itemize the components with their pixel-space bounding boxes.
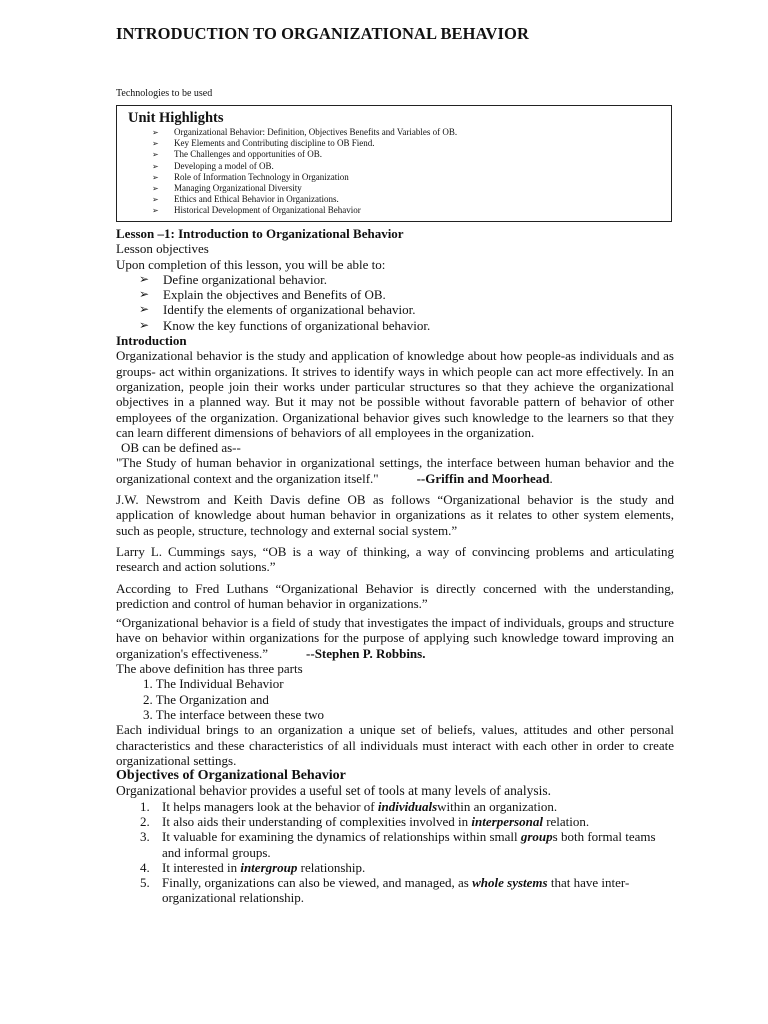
lesson-objectives-label: Lesson objectives [116, 241, 209, 257]
list-item: ➢ Key Elements and Contributing discipline to OB Fiend. [152, 138, 375, 149]
list-item: 1. It helps managers look at the behavior of individualswithin an organization. [140, 798, 558, 814]
robbins-quote: “Organizational behavior is a field of study that investigates the impact of individuals, groups and structure have on behavior within organizations for the purpose of applying such knowledge toward improving an organization's effectiveness.” [116, 615, 674, 661]
list-item: ➢ Developing a model of OB. [152, 160, 274, 171]
list-item: 5. Finally, organizations can also be viewed, and managed, as whole systems that have inter-organizational relationship. [140, 875, 630, 906]
arrow-bullet-icon: ➢ [139, 317, 150, 332]
arrow-bullet-icon: ➢ [152, 195, 159, 205]
list-item: 1. The Individual Behavior [143, 676, 284, 692]
arrow-bullet-icon: ➢ [152, 172, 159, 182]
list-item: 3. The interface between these two [143, 706, 324, 722]
list-item: ➢ Organizational Behavior: Definition, Objectives Benefits and Variables of OB. [152, 127, 458, 137]
objectives-heading: Objectives of Organizational Behavior [116, 768, 346, 784]
list-item: 3. It valuable for examining the dynamics of relationships within small groups both formal teams and informal groups. [140, 829, 656, 860]
griffin-quote-paragraph: "The Study of human behavior in organizational settings, the interface between human behavior and the organizational context and the organization itself." --Griffin and Moorhead. [116, 455, 674, 486]
unit-highlights-box [116, 105, 672, 222]
document-title: INTRODUCTION TO ORGANIZATIONAL BEHAVIOR [116, 24, 529, 43]
closing-paragraph: Each individual brings to an organization a unique set of beliefs, values, attitudes and other personal characteristics and these characteristics of all individuals must interact with each other in order to create organizational settings. [116, 722, 674, 768]
arrow-bullet-icon: ➢ [152, 161, 159, 171]
objectives-list [116, 799, 674, 906]
arrow-bullet-icon: ➢ [152, 183, 159, 193]
arrow-bullet-icon: ➢ [152, 150, 159, 160]
main-content [116, 226, 674, 906]
introduction-heading: Introduction [116, 333, 187, 349]
list-item: ➢ Role of Information Technology in Organization [152, 171, 349, 182]
objectives-intro: Organizational behavior provides a useful set of tools at many levels of analysis. [116, 783, 552, 799]
luthans-paragraph: According to Fred Luthans “Organizational Behavior is directly concerned with the understanding, prediction and control of human behavior in organizations.” [116, 580, 674, 611]
list-item: ➢ Know the key functions of organizational behavior. [139, 317, 431, 333]
robbins-attribution: --Stephen P. Robbins. [306, 645, 426, 661]
arrow-bullet-icon: ➢ [152, 128, 159, 137]
introduction-paragraph: Organizational behavior is the study and application of knowledge about how people-as individuals and as groups- act within organizations. It strives to identify ways in which people can act more effectively. In an organization, people join their works under particular structures so that they achieve the organizational objectives in a planned way. But it may not be possible without favorable pattern of behavior of other employees of the organization. Organizational behavior gives such knowledge to the learners so that they can learn different dimensions of behaviors of all employees in the organization. [116, 348, 674, 440]
lesson-completion-text: Upon completion of this lesson, you will be able to: [116, 256, 386, 272]
list-item: ➢ Historical Development of Organizational Behavior [152, 205, 361, 216]
three-parts-list [116, 676, 674, 722]
lesson-objectives-list [116, 272, 674, 333]
arrow-bullet-icon: ➢ [139, 302, 150, 317]
lesson-heading: Lesson –1: Introduction to Organizational Behavior [116, 226, 404, 241]
list-item: 4. It interested in intergroup relationship. [140, 859, 366, 875]
list-item: ➢ Ethics and Ethical Behavior in Organizations. [152, 194, 339, 205]
list-item: ➢ Identify the elements of organizational behavior. [139, 302, 416, 318]
three-parts-intro: The above definition has three parts [116, 661, 303, 677]
list-item: ➢ Explain the objectives and Benefits of OB. [139, 287, 386, 303]
griffin-quote: "The Study of human behavior in organizational settings, the interface between human behavior and the organizational context and the organization itself." [116, 455, 674, 486]
list-item: ➢ Managing Organizational Diversity [152, 182, 302, 193]
list-item: 2. The Organization and [143, 691, 269, 707]
technologies-note: Technologies to be used [116, 88, 213, 99]
list-item: ➢ The Challenges and opportunities of OB. [152, 149, 322, 160]
list-item: ➢ Define organizational behavior. [139, 271, 328, 287]
arrow-bullet-icon: ➢ [139, 271, 150, 286]
griffin-attribution: --Griffin and Moorhead [416, 470, 550, 486]
unit-highlights-heading: Unit Highlights [128, 110, 224, 126]
arrow-bullet-icon: ➢ [152, 206, 159, 216]
arrow-bullet-icon: ➢ [152, 139, 159, 149]
unit-highlights-list [117, 127, 671, 217]
robbins-paragraph [116, 615, 674, 661]
arrow-bullet-icon: ➢ [139, 287, 150, 302]
list-item: 2. It also aids their understanding of complexities involved in interpersonal relation. [140, 813, 590, 829]
newstrom-paragraph: J.W. Newstrom and Keith Davis define OB as follows “Organizational behavior is the study and application of knowledge about human behavior in organizations as it relates to other system elements, such as people, structure, technology and external social system.” [116, 492, 674, 538]
cummings-paragraph: Larry L. Cummings says, “OB is a way of thinking, a way of convincing problems and articulating research and action solutions.” [116, 543, 674, 575]
ob-defined-as: OB can be defined as-- [121, 440, 241, 456]
